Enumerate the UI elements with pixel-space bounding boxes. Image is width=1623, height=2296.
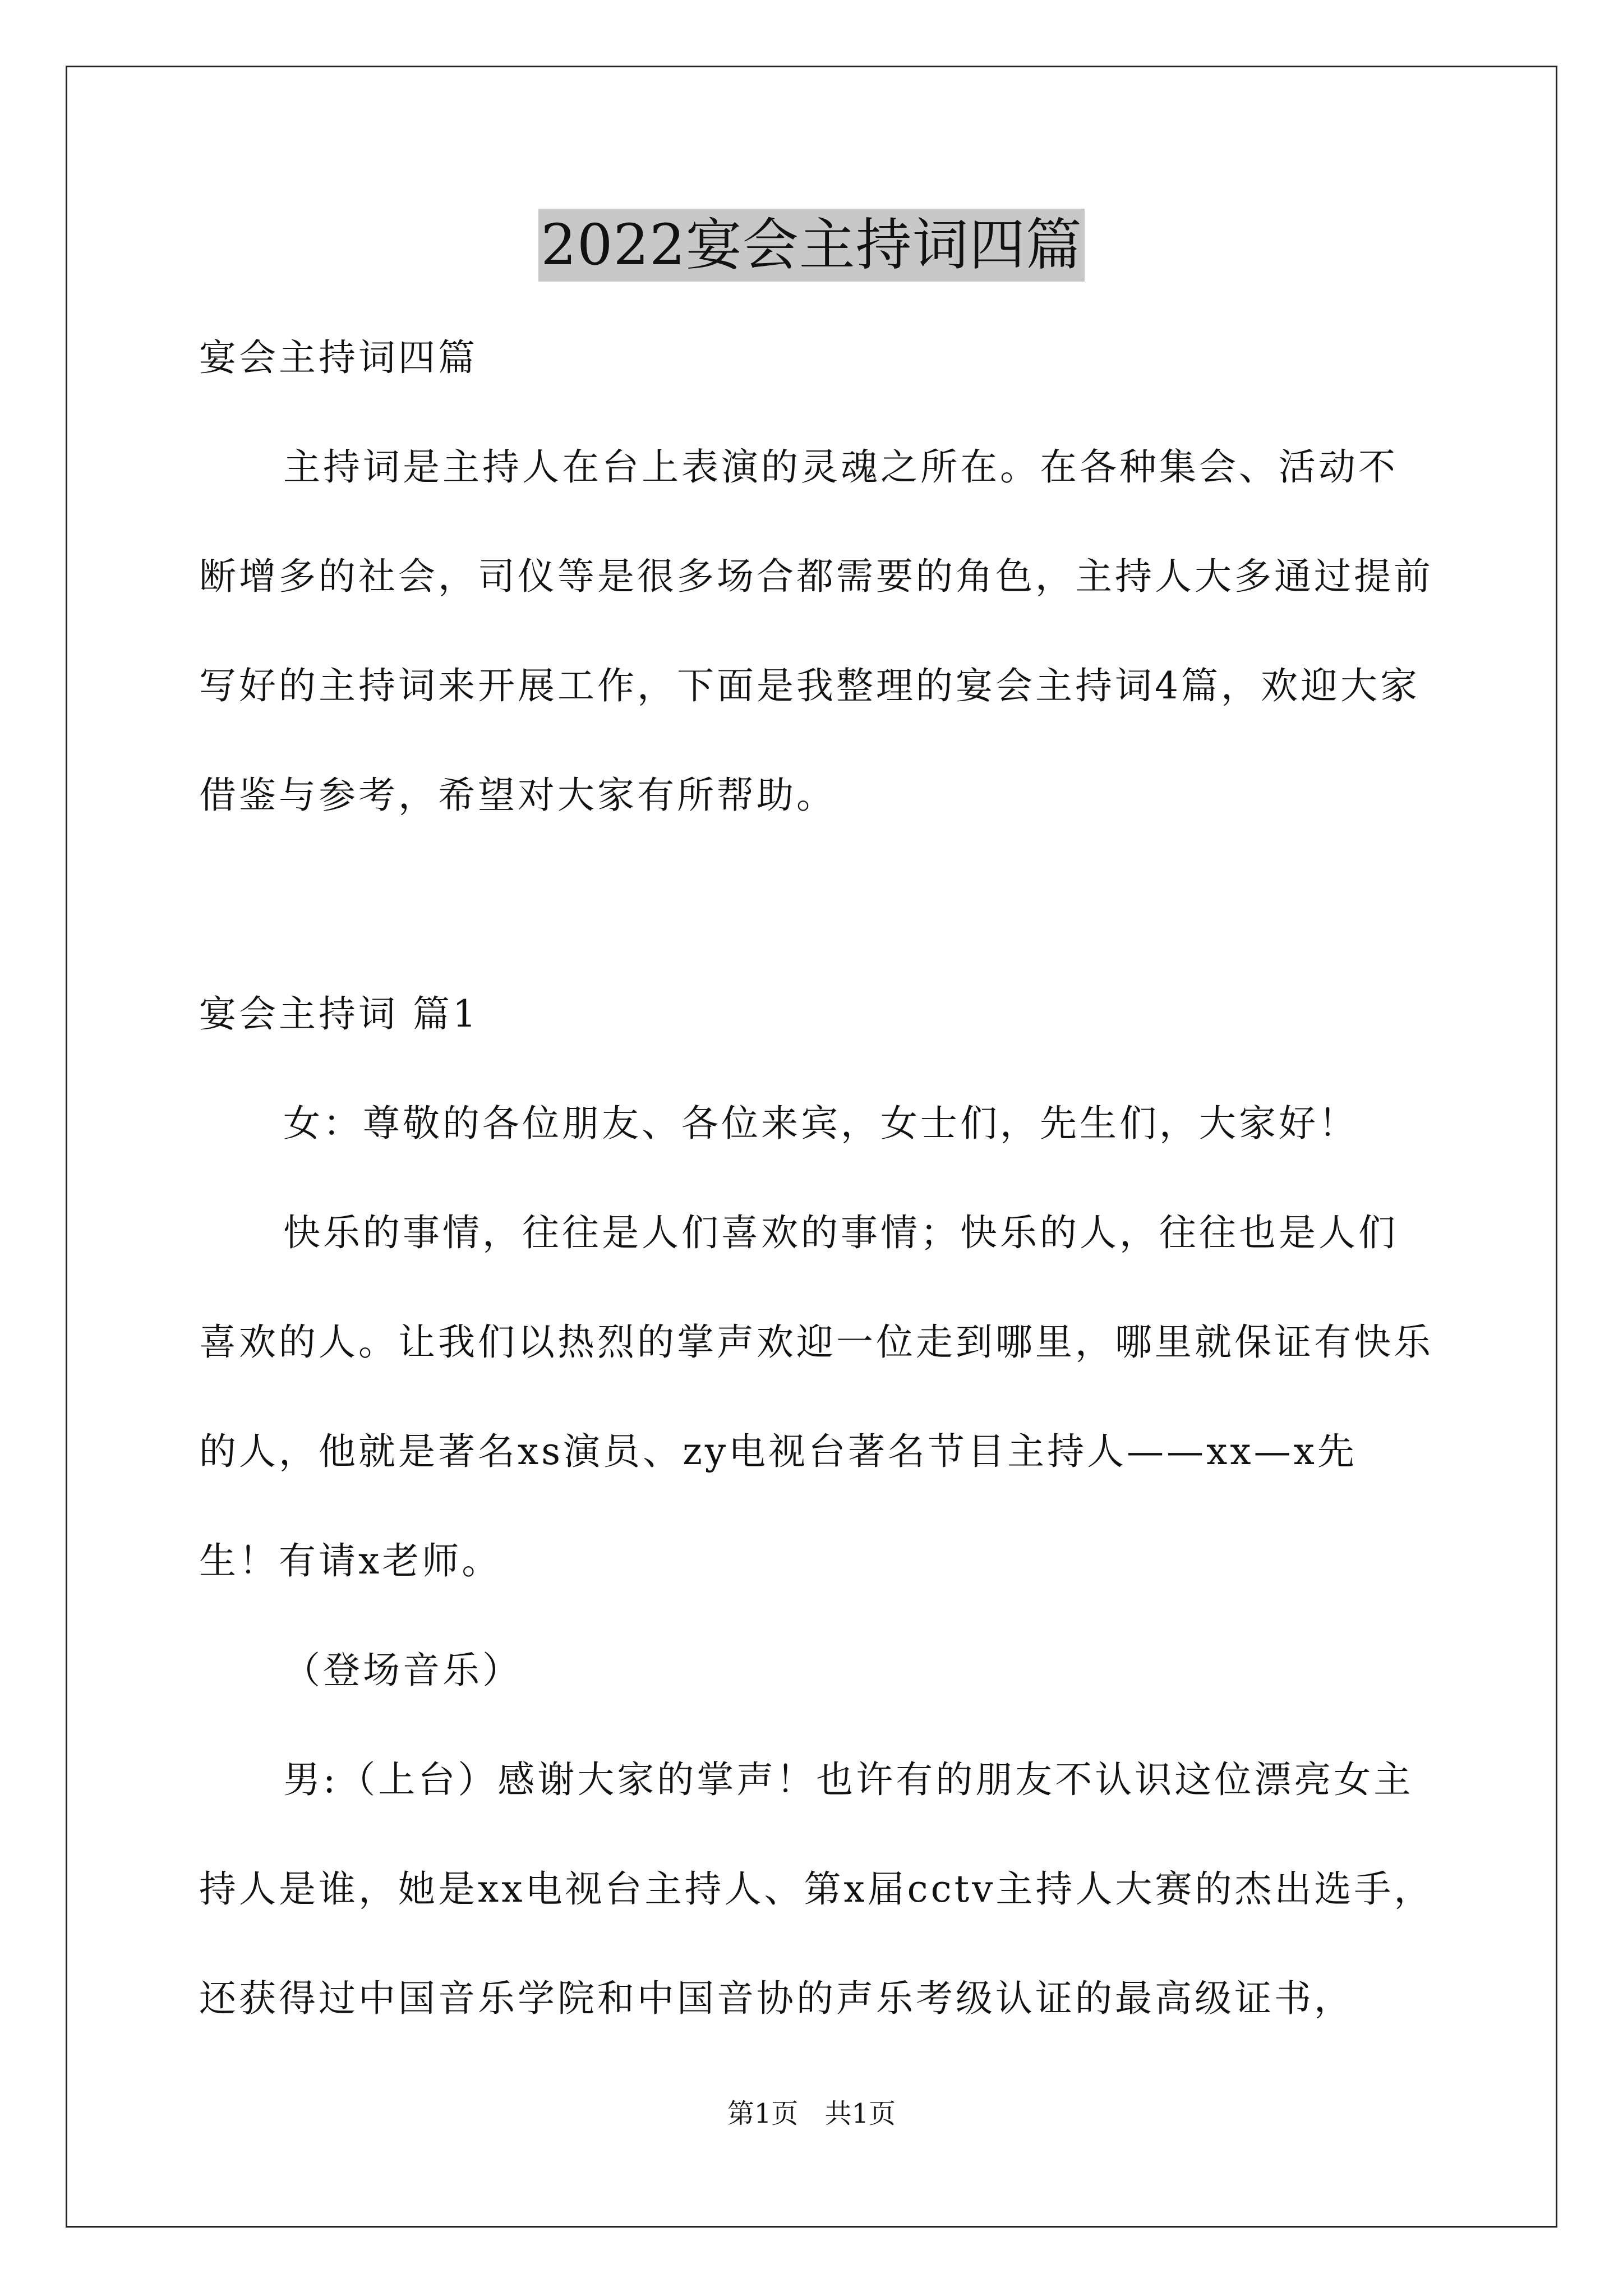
document-title: 2022宴会主持词四篇 bbox=[538, 209, 1085, 282]
page-total: 共1页 bbox=[824, 2098, 896, 2129]
paragraph: 快乐的事情，往往是人们喜欢的事情；快乐的人，往往也是人们喜欢的人。让我们以热烈的掌声欢迎一位走到哪里，哪里就保证有快乐的人，他就是著名xs演员、zy电视台著名节目主持人——xx—x先生！有请x老师。 bbox=[199, 1211, 1433, 1582]
page-footer bbox=[0, 2097, 1623, 2131]
paragraph: 男:（上台）感谢大家的掌声！也许有的朋友不认识这位漂亮女主持人是谁，她是xx电视台主持人、第x届cctv主持人大赛的杰出选手，还获得过中国音乐学院和中国音协的声乐考级认证的最高级证书， bbox=[199, 1758, 1434, 2020]
section-heading-part1: 宴会主持词 篇1 bbox=[199, 992, 479, 1036]
title-wrap bbox=[0, 209, 1623, 282]
paragraph: 女：尊敬的各位朋友、各位来宾，女士们，先生们，大家好！ bbox=[283, 1102, 1358, 1145]
page-number: 第1页 bbox=[727, 2098, 799, 2129]
paragraph: （登场音乐） bbox=[283, 1649, 522, 1692]
section-heading: 宴会主持词四篇 bbox=[199, 336, 478, 379]
intro-paragraph: 主持词是主持人在台上表演的灵魂之所在。在各种集会、活动不断增多的社会，司仪等是很多场合都需要的角色，主持人大多通过提前写好的主持词来开展工作，下面是我整理的宴会主持词4篇，欢迎大家借鉴与参考，希望对大家有所帮助。 bbox=[199, 445, 1433, 817]
document-body bbox=[199, 303, 1436, 2053]
paragraph-spacer bbox=[199, 850, 1436, 959]
